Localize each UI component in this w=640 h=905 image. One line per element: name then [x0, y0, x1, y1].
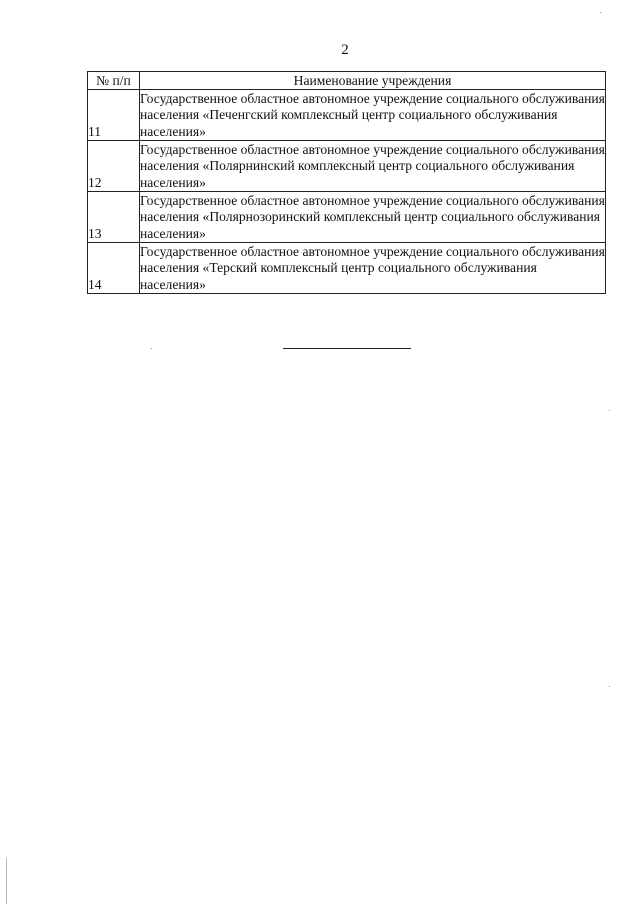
scan-edge-mark	[6, 858, 7, 904]
institution-name: Государственное областное автономное учреждение социального обслуживания населения «Печенгский комплексный центр социального обслуживания населения»	[140, 90, 605, 139]
page-number: 2	[341, 42, 349, 58]
table-row	[88, 243, 606, 294]
institution-name: Государственное областное автономное учреждение социального обслуживания населения «Полярнинский комплексный центр социального обслуживания населения»	[140, 141, 605, 190]
institution-name: Государственное областное автономное учреждение социального обслуживания населения «Полярнозоринский комплексный центр социального обслуживания населения»	[140, 192, 605, 241]
scan-speck	[609, 686, 610, 687]
institutions-table	[87, 71, 606, 294]
table-row	[88, 192, 606, 243]
table-header-row	[88, 72, 606, 90]
end-of-list-rule	[283, 348, 411, 349]
scan-speck	[151, 348, 152, 349]
table-row	[88, 141, 606, 192]
row-number: 11	[88, 90, 140, 141]
scan-speck	[609, 410, 610, 411]
institution-name: Государственное областное автономное учреждение социального обслуживания населения «Терский комплексный центр социального обслуживания населения»	[140, 243, 605, 292]
row-number: 14	[88, 243, 140, 294]
table-row	[88, 90, 606, 141]
header-name: Наименование учреждения	[140, 72, 606, 90]
row-number: 12	[88, 141, 140, 192]
scan-speck	[600, 12, 601, 13]
header-number: № п/п	[88, 72, 140, 90]
row-number: 13	[88, 192, 140, 243]
